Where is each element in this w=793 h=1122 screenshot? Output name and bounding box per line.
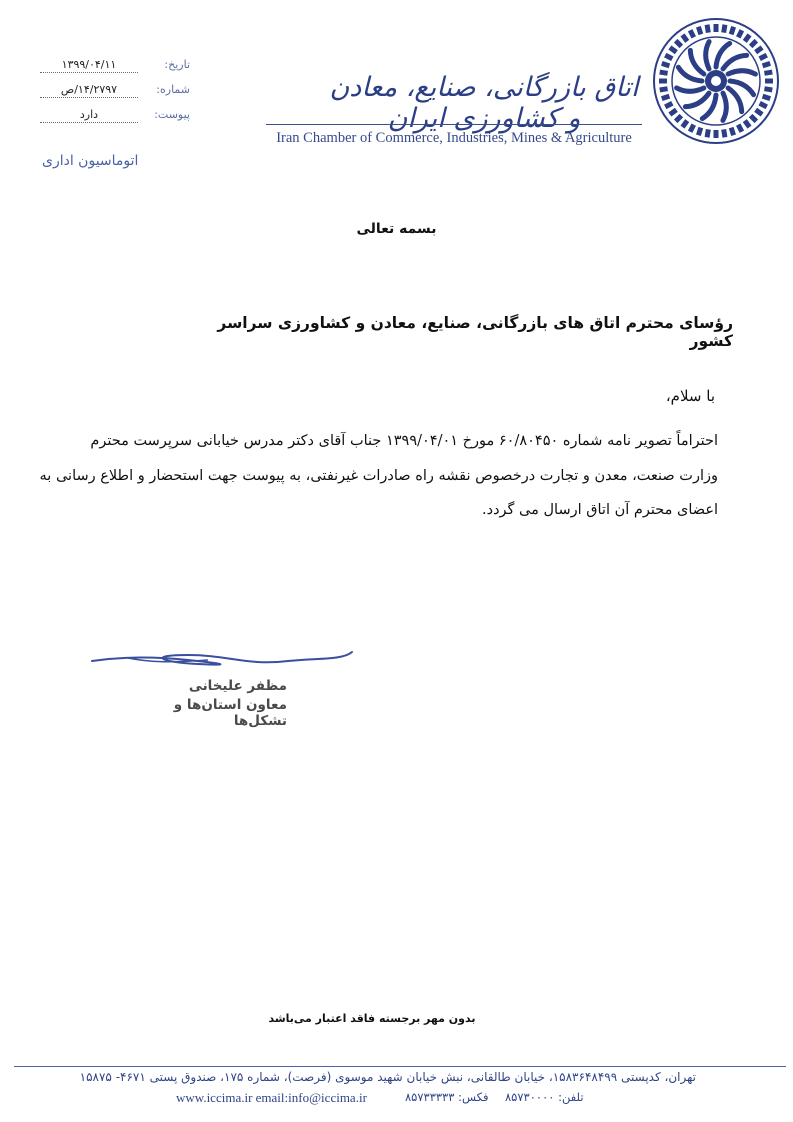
signature-scribble [88,646,358,672]
office-automation-tag: اتوماسیون اداری [42,153,139,169]
number-row [40,83,190,101]
attachment-label: پیوست: [154,108,190,121]
fax-value: ۸۵۷۳۳۳۳۳ [405,1090,455,1104]
body-line-1: احتراماً تصویر نامه شماره ۶۰/۸۰۴۵۰ مورخ ۱۳۹۹/۰۴/۰۱ جناب آقای دکتر مدرس خیابانی سرپرست محترم [90,433,718,449]
phone-label: تلفن: [558,1090,584,1104]
date-label: تاریخ: [164,58,190,71]
footer-address: تهران، کدپستی ۱۵۸۳۶۴۸۴۹۹، خیابان طالقانی، نبش خیابان شهید موسوی (فرصت)، شماره ۱۷۵، صندوق پستی ۴۶۷۱- ۱۵۸۷۵ [79,1070,696,1084]
iccima-logo-icon [651,16,781,146]
greeting: با سلام، [665,387,715,405]
fax-label: فکس: [458,1090,489,1104]
footer-phone [505,1090,584,1104]
number-value: ۱۴/۲۷۹۷/ص [40,83,138,98]
org-name-rule [266,124,642,125]
org-name-fa: اتاق بازرگانی، صنایع، معادن و کشاورزی ایران [329,72,639,134]
attachment-row [40,108,190,126]
date-row [40,58,190,76]
basmala-heading: بسمه تعالی [356,221,437,237]
number-label: شماره: [156,83,190,96]
date-value: ۱۳۹۹/۰۴/۱۱ [40,58,138,73]
attachment-value: دارد [40,108,138,123]
stamp-validity-note: بدون مهر برجسته فاقد اعتبار می‌باشد [268,1012,476,1025]
footer-web-email: www.iccima.ir email:info@iccima.ir [176,1090,367,1105]
body-line-3: اعضای محترم آن اتاق ارسال می گردد. [482,502,718,518]
footer-fax [405,1090,488,1104]
body-line-2: وزارت صنعت، معدن و تجارت درخصوص نقشه راه صادرات غیرنفتی، به پیوست جهت استحضار و اطلاع رسانی به [39,468,718,484]
signatory-name: مظفر علیخانی [188,678,287,694]
signatory-title: معاون استان‌ها و تشکل‌ها [173,697,287,729]
org-name-en: Iran Chamber of Commerce, Industries, Mines & Agriculture [276,130,632,146]
phone-value: ۸۵۷۳۰۰۰۰ [505,1090,555,1104]
footer-rule [14,1066,786,1067]
recipient-line: رؤسای محترم اتاق های بازرگانی، صنایع، معادن و کشاورزی سراسر کشور [217,314,733,350]
